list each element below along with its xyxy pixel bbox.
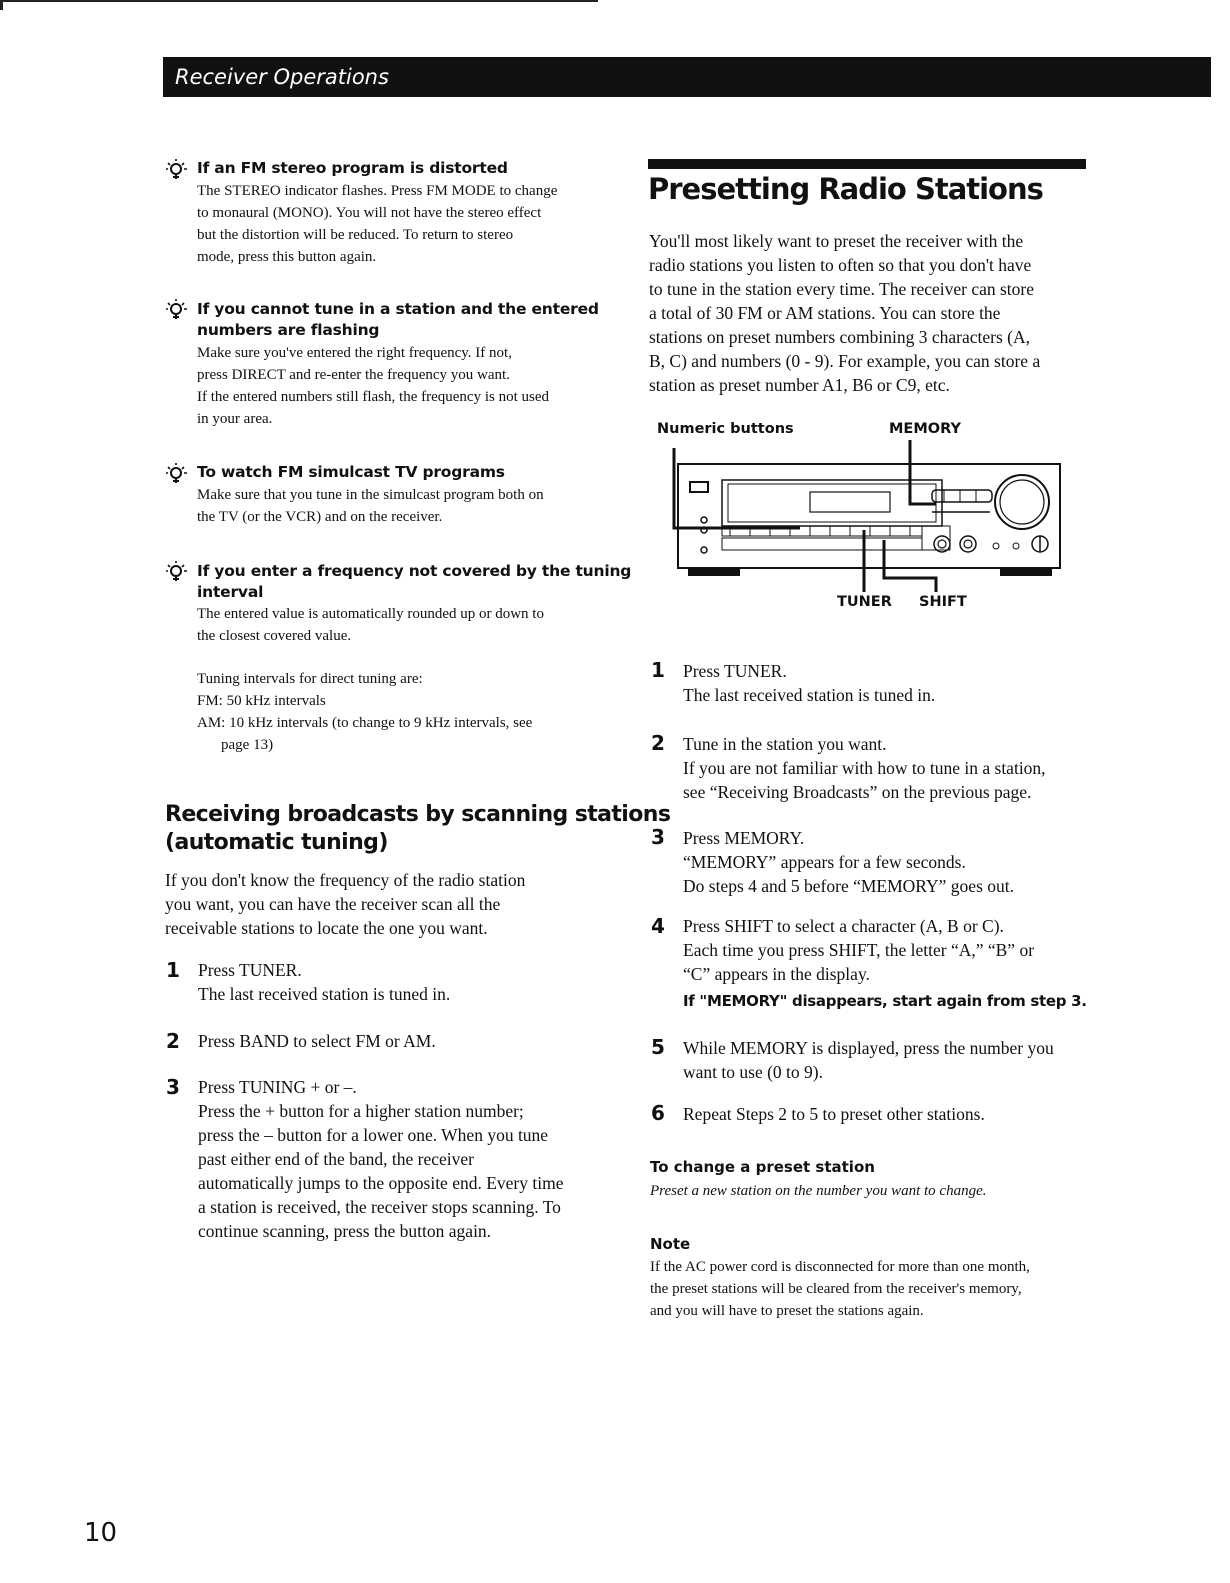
subheading: To change a preset station: [650, 1158, 875, 1176]
step-number: 6: [651, 1101, 665, 1125]
step-number: 4: [651, 914, 665, 938]
tip-body: The STEREO indicator flashes. Press FM MODE to change to monaural (MONO). You will not have the stereo effect but the distortion will be reduced. To return to stereo mode, press this button again.: [197, 183, 558, 265]
step-number: 5: [651, 1035, 665, 1059]
step-number: 3: [166, 1075, 180, 1099]
memory-label: MEMORY: [889, 421, 961, 437]
step-number: 2: [166, 1029, 180, 1053]
step-number: 3: [651, 825, 665, 849]
change-preset-text: Preset a new station on the number you want to change.: [650, 1183, 987, 1199]
step-text: Press TUNING + or –. Press the + button for a higher station number; press the – button for a lower one. When you tune past either end of the band, the receiver automatically jumps to the opposite end. Every time a station is received, the receiver stops scanning. To continue scanning, press the button again.: [198, 1077, 564, 1241]
step-text: Press MEMORY. “MEMORY” appears for a few seconds. Do steps 4 and 5 before “MEMORY” goes out.: [683, 828, 1014, 896]
step-text: Press TUNER. The last received station is tuned in.: [198, 960, 451, 1004]
shift-label: SHIFT: [919, 594, 967, 610]
tuner-label: TUNER: [837, 594, 892, 610]
step-number: 2: [651, 731, 665, 755]
step-text: Press SHIFT to select a character (A, B or C). Each time you press SHIFT, the letter “A,” “B” or “C” appears in the display.: [683, 916, 1035, 984]
step-warning: If "MEMORY" disappears, start again from step 3.: [683, 992, 1087, 1010]
step-number: 1: [651, 658, 665, 682]
hint-bulb-icon: [165, 157, 191, 181]
tip-body: Make sure that you tune in the simulcast program both on the TV (or the VCR) and on the receiver.: [197, 487, 544, 525]
numeric-buttons-label: Numeric buttons: [657, 421, 794, 437]
tip-title: To watch FM simulcast TV programs: [197, 463, 505, 481]
step-number: 1: [166, 958, 180, 982]
presetting-intro: You'll most likely want to preset the receiver with the radio stations you listen to often so that you don't have to tune in the station every time. The receiver can store a total of 30 FM or AM stations. You can store the stations on preset numbers combining 3 characters (A, B, C) and numbers (0 - 9). For example, you can store a station as preset number A1, B6 or C9, etc.: [649, 231, 1041, 395]
section-banner: Receiver Operations: [163, 57, 1211, 97]
page-number: 10: [84, 1518, 118, 1548]
step-text: Press TUNER. The last received station is tuned in.: [683, 661, 936, 705]
tip-title: If you enter a frequency not covered by the tuning interval: [197, 562, 632, 601]
heading-rule: [648, 159, 1086, 169]
tip-title: If you cannot tune in a station and the entered numbers are flashing: [197, 300, 599, 339]
tuning-interval-list: Tuning intervals for direct tuning are: FM: 50 kHz intervals AM: 10 kHz intervals (to change to 9 kHz intervals, see page 13): [197, 671, 533, 753]
page-title: Presetting Radio Stations: [648, 172, 1043, 206]
note-heading: Note: [650, 1235, 691, 1253]
section-heading: Receiving broadcasts by scanning stations (automatic tuning): [165, 802, 671, 855]
tip-body: Make sure you've entered the right frequency. If not, press DIRECT and re-enter the frequency you want. If the entered numbers still flash, the frequency is not used in your area.: [197, 345, 549, 427]
top-rule: [0, 0, 598, 8]
hint-bulb-icon: [165, 559, 191, 583]
tip-title: If an FM stereo program is distorted: [197, 159, 508, 177]
tip-body: The entered value is automatically rounded up or down to the closest covered value.: [197, 606, 544, 644]
step-text: Repeat Steps 2 to 5 to preset other stations.: [683, 1104, 985, 1124]
note-text: If the AC power cord is disconnected for more than one month, the preset stations will be cleared from the receiver's memory, and you will have to preset the stations again.: [650, 1259, 1030, 1319]
scanning-intro: If you don't know the frequency of the radio station you want, you can have the receiver scan all the receivable stations to locate the one you want.: [165, 870, 526, 938]
step-text: Tune in the station you want. If you are not familiar with how to tune in a station, see “Receiving Broadcasts” on the previous page.: [683, 734, 1046, 802]
hint-bulb-icon: [165, 297, 191, 321]
step-text: Press BAND to select FM or AM.: [198, 1031, 436, 1051]
hint-bulb-icon: [165, 461, 191, 485]
receiver-front-panel-diagram: [660, 440, 1070, 592]
step-text: While MEMORY is displayed, press the number you want to use (0 to 9).: [683, 1038, 1054, 1082]
